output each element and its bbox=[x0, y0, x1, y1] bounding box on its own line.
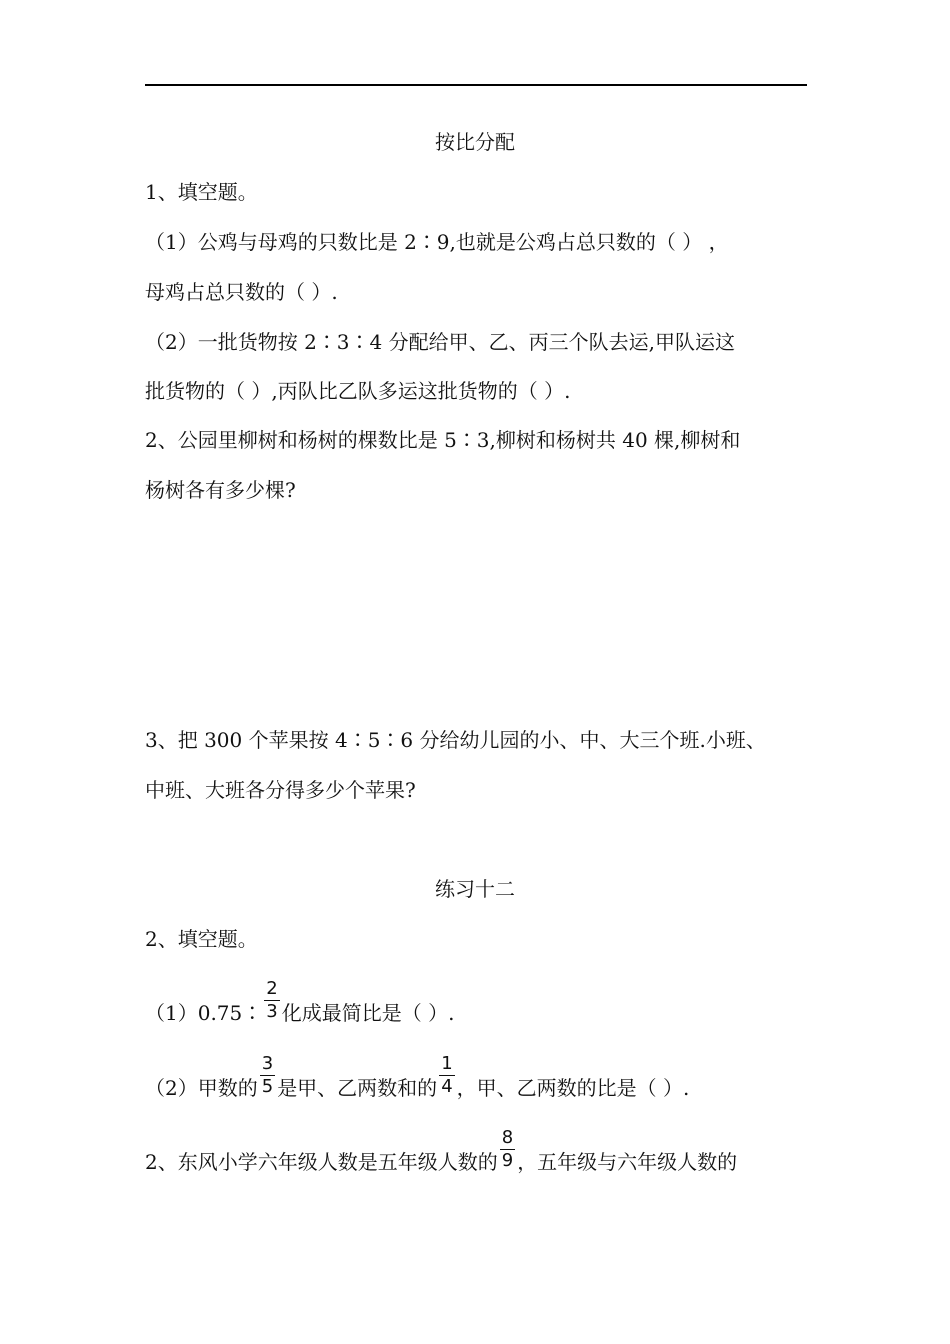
question-1-2-line-2: 批货物的（ ）,丙队比乙队多运这批货物的（ ）. bbox=[145, 379, 571, 403]
question-2-line-2: 杨树各有多少棵? bbox=[145, 478, 296, 502]
exercise-2-1 bbox=[145, 978, 455, 1035]
fraction-numerator: 8 bbox=[501, 1127, 514, 1148]
question-1-2-line-1: （2）一批货物按 2∶3∶4 分配给甲、乙、丙三个队去运,甲队运这 bbox=[145, 330, 735, 354]
exercise-2-2 bbox=[145, 1053, 690, 1110]
fraction-eight-ninths bbox=[500, 1129, 515, 1170]
question-2-line-1: 2、公园里柳树和杨树的棵数比是 5∶3,柳树和杨树共 40 棵,柳树和 bbox=[145, 428, 741, 452]
question-3-line-2: 中班、大班各分得多少个苹果? bbox=[145, 778, 416, 802]
fraction-denominator: 5 bbox=[261, 1076, 274, 1097]
fraction-three-fifths bbox=[260, 1055, 275, 1096]
exercise-2-1-prefix: （1）0.75∶ bbox=[145, 1001, 263, 1025]
fraction-numerator: 2 bbox=[266, 978, 278, 999]
fraction-numerator: 3 bbox=[261, 1053, 274, 1074]
section-title-exercise-12: 练习十二 bbox=[435, 877, 515, 901]
exercise-2-heading: 2、填空题。 bbox=[145, 927, 258, 951]
exercise-2-3-suffix: ，五年级与六年级人数的 bbox=[517, 1150, 738, 1174]
section-title-allocation: 按比分配 bbox=[435, 130, 515, 154]
question-1-heading: 1、填空题。 bbox=[145, 180, 258, 204]
fraction-denominator: 9 bbox=[501, 1150, 514, 1171]
exercise-2-2-middle: 是甲、乙两数和的 bbox=[277, 1076, 438, 1100]
exercise-2-2-suffix: ，甲、乙两数的比是（ ）. bbox=[456, 1076, 690, 1100]
fraction-denominator: 3 bbox=[266, 1001, 278, 1022]
question-3-line-1: 3、把 300 个苹果按 4∶5∶6 分给幼儿园的小、中、大三个班.小班、 bbox=[145, 728, 766, 752]
fraction-two-thirds bbox=[264, 980, 279, 1021]
fraction-one-quarter bbox=[439, 1055, 454, 1096]
question-1-1-line-1: （1）公鸡与母鸡的只数比是 2∶9,也就是公鸡占总只数的（ ） ， bbox=[145, 230, 729, 254]
exercise-2-1-suffix: 化成最简比是（ ）. bbox=[281, 1001, 455, 1025]
exercise-2-2-prefix: （2）甲数的 bbox=[145, 1076, 258, 1100]
question-1-1-line-2: 母鸡占总只数的（ ）. bbox=[145, 280, 338, 304]
exercise-2-3-prefix: 2、东风小学六年级人数是五年级人数的 bbox=[145, 1150, 498, 1174]
fraction-denominator: 4 bbox=[441, 1076, 453, 1097]
exercise-2-3 bbox=[145, 1127, 738, 1184]
fraction-numerator: 1 bbox=[441, 1053, 453, 1074]
header-rule bbox=[145, 84, 807, 86]
